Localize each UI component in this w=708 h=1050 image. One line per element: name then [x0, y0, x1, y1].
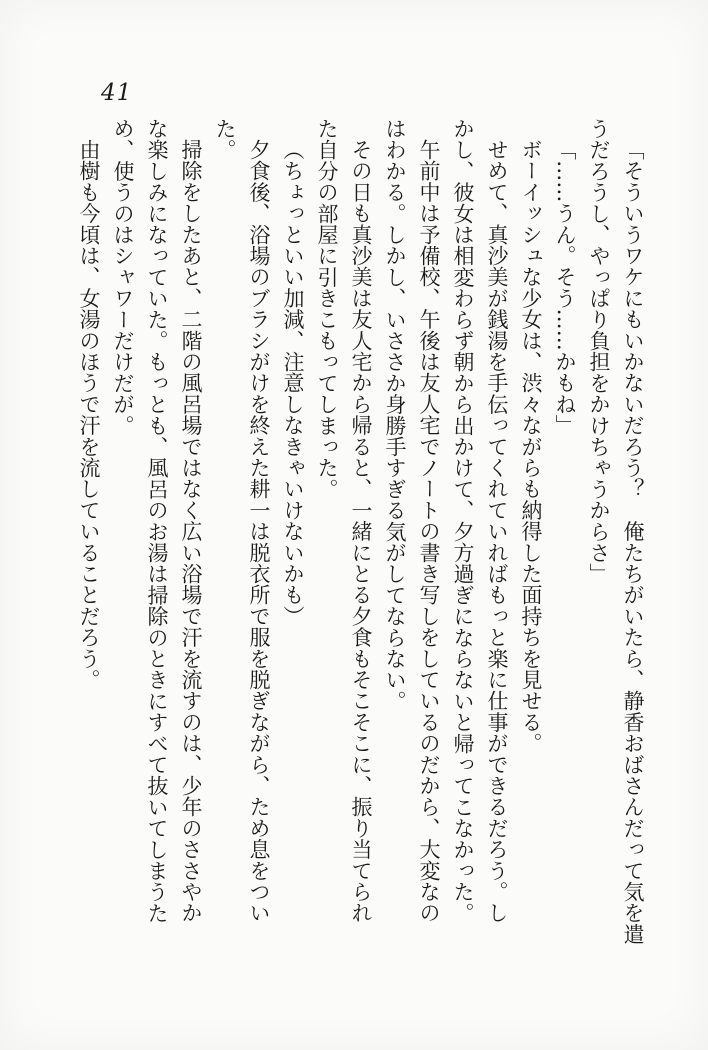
text-line: ボーイッシュな少女は、渋々ながらも納得した面持ちを見せる。 — [519, 139, 543, 754]
body-text-block — [72, 118, 650, 998]
text-line: 午前中は予備校、午後は友人宅でノートの書き写しをしているのだから、大変なの — [417, 139, 441, 924]
text-line: うだろうし、やっぱり負担をかけちゃうからさ」 — [587, 118, 611, 585]
text-line: め、使うのはシャワーだけだが。 — [111, 118, 135, 436]
page-number: 41 — [101, 80, 133, 106]
text-line: はわかる。しかし、いささか身勝手すぎる気がしてならない。 — [383, 118, 407, 712]
text-line: その日も真沙美は友人宅から帰ると、一緒にとる夕食もそこそこに、振り当てられ — [349, 139, 373, 924]
text-line: 夕食後、浴場のブラシがけを終えた耕一は脱衣所で服を脱ぎながら、ため息をつい — [247, 139, 271, 924]
text-line: た自分の部屋に引きこもってしまった。 — [315, 118, 339, 500]
text-line: （ちょっといい加減、注意しなきゃいけないかも） — [281, 139, 305, 627]
text-line: 由樹も今頃は、女湯のほうで汗を流していることだろう。 — [77, 139, 101, 691]
text-line: 「……うん。そう……かもね」 — [553, 139, 577, 436]
text-line: かし、彼女は相変わらず朝から出かけて、夕方過ぎにならないと帰ってこなかった。 — [451, 118, 475, 924]
text-line: 掃除をしたあと、二階の風呂場ではなく広い浴場で汗を流すのは、少年のささやか — [179, 139, 203, 924]
text-line: 「そういうワケにもいかないだろう？ 俺たちがいたら、静香おばさんだって気を遣 — [621, 139, 645, 945]
text-line: た。 — [213, 118, 237, 161]
text-line: せめて、真沙美が銭湯を手伝ってくれていればもっと楽に仕事ができるだろう。し — [485, 139, 509, 924]
text-line: な楽しみになっていた。もっとも、風呂のお湯は掃除のときにすべて抜いてしまうた — [145, 118, 169, 924]
